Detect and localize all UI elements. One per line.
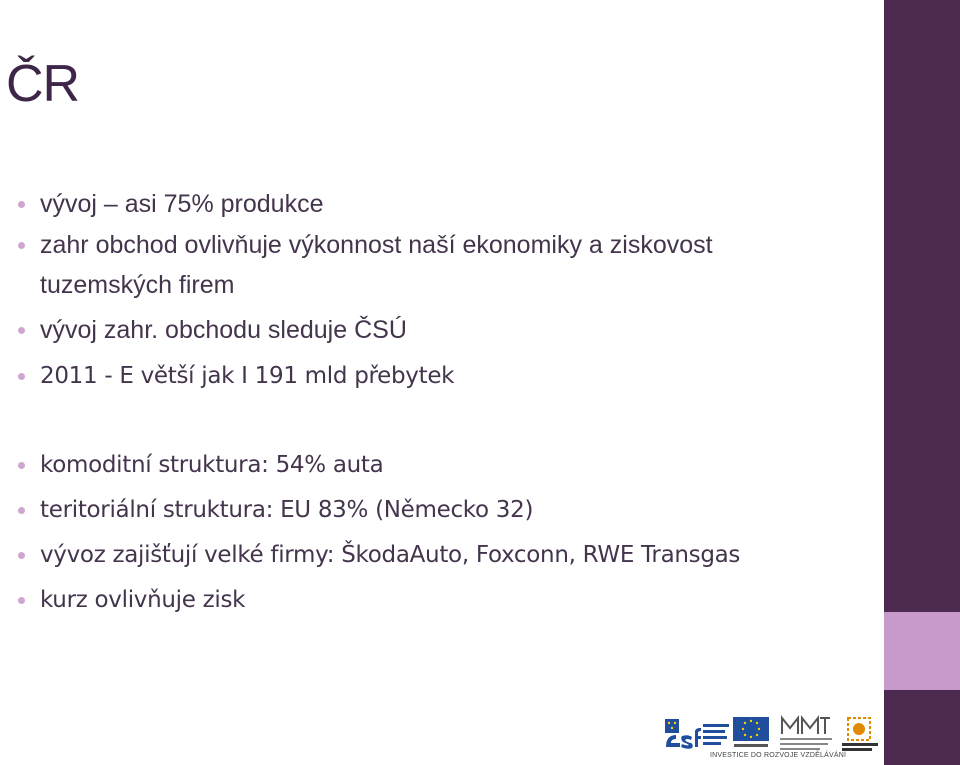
funding-logos — [664, 712, 884, 764]
bullet-item: teritoriální struktura: EU 83% (Německo 32) — [40, 497, 534, 523]
bullet-item: kurz ovlivňuje zisk — [40, 587, 246, 613]
bullet-item-continuation: tuzemských firem — [40, 271, 235, 299]
msmt-logo-icon — [776, 712, 836, 752]
bullet-item: vývoj zahr. obchodu sleduje ČSÚ — [40, 316, 407, 344]
bullet-item: vývoj – asi 75% produkce — [40, 190, 324, 218]
bullet-item: komoditní struktura: 54% auta — [40, 452, 384, 478]
sidebar-band-top — [884, 0, 960, 612]
sidebar-band-accent — [884, 612, 960, 690]
bullet-dot — [18, 201, 25, 208]
bullet-item: zahr obchod ovlivňuje výkonnost naší ekonomiky a ziskovost — [40, 231, 713, 259]
bullet-dot — [18, 327, 25, 334]
bullet-dot — [18, 597, 25, 604]
eu-flag-icon — [732, 716, 770, 750]
logo-caption: INVESTICE DO ROZVOJE VZDĚLÁVÁNÍ — [710, 752, 847, 759]
bullet-dot — [18, 242, 25, 249]
slide-title: ČR — [6, 55, 80, 113]
bullet-dot — [18, 373, 25, 380]
bullet-dot — [18, 552, 25, 559]
esf-logo-icon — [664, 716, 730, 750]
sidebar-band-bottom — [884, 690, 960, 765]
bullet-dot — [18, 507, 25, 514]
op-logo-icon — [840, 716, 880, 752]
bullet-item: vývoz zajišťují velké firmy: ŠkodaAuto, Foxconn, RWE Transgas — [40, 542, 741, 568]
bullet-dot — [18, 462, 25, 469]
bullet-item: 2011 - E větší jak I 191 mld přebytek — [40, 363, 455, 389]
